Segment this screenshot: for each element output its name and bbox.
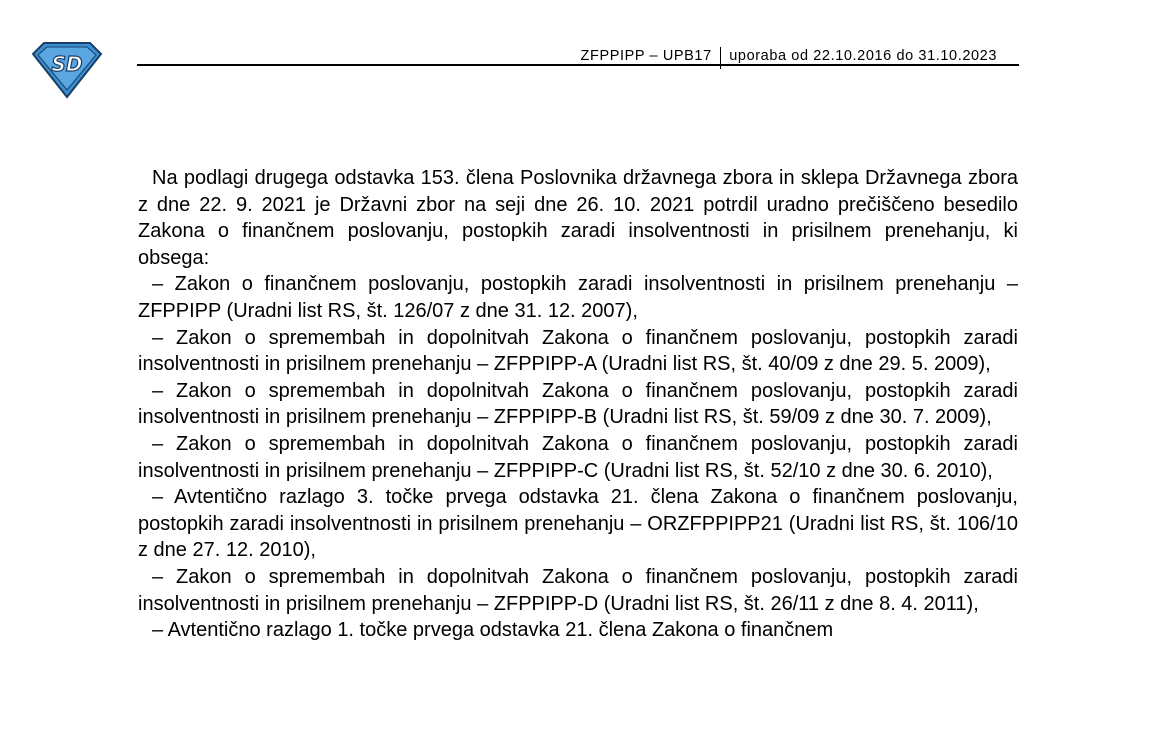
list-item: – Zakon o spremembah in dopolnitvah Zakona o finančnem poslovanju, postopkih zaradi insolventnosti in prisilnem prenehanju – ZFPPIPP-D (Uradni list RS, št. 26/11 z dne 8. 4. 2011),	[138, 565, 1018, 615]
list-item: – Zakon o finančnem poslovanju, postopkih zaradi insolventnosti in prisilnem prenehanju – ZFPPIPP (Uradni list RS, št. 126/07 z dne 31. 12. 2007),	[138, 273, 1018, 322]
diamond-logo-icon	[30, 40, 104, 100]
list-item: – Avtentično razlago 3. točke prvega odstavka 21. člena Zakona o finančnem poslovanju, postopkih zaradi insolventnosti in prisilnem prenehanju – ORZFPPIPP21 (Uradni list RS, št. 106/10 z dne 27. 12. 2010),	[138, 486, 1018, 562]
list-item: – Avtentično razlago 1. točke prvega odstavka 21. člena Zakona o finančnem	[152, 619, 834, 642]
validity-period: uporaba od 22.10.2016 do 31.10.2023	[729, 48, 997, 64]
header-separator	[720, 47, 722, 69]
list-item: – Zakon o spremembah in dopolnitvah Zakona o finančnem poslovanju, postopkih zaradi insolventnosti in prisilnem prenehanju – ZFPPIPP-B (Uradni list RS, št. 59/09 z dne 30. 7. 2009),	[138, 379, 1018, 429]
svg-text:SD: SD	[51, 52, 83, 76]
list-item: – Zakon o spremembah in dopolnitvah Zakona o finančnem poslovanju, postopkih zaradi insolventnosti in prisilnem prenehanju – ZFPPIPP-C (Uradni list RS, št. 52/10 z dne 30. 6. 2010),	[138, 432, 1018, 482]
law-code: ZFPPIPP – UPB17	[580, 48, 712, 64]
list-item: – Zakon o spremembah in dopolnitvah Zakona o finančnem poslovanju, postopkih zaradi insolventnosti in prisilnem prenehanju – ZFPPIPP-A (Uradni list RS, št. 40/09 z dne 29. 5. 2009),	[138, 326, 1018, 376]
document-body	[138, 165, 1018, 644]
header-rule	[137, 64, 1019, 66]
intro-paragraph: Na podlagi drugega odstavka 153. člena Poslovnika državnega zbora in sklepa Državnega zbora z dne 22. 9. 2021 je Državni zbor na seji dne 26. 10. 2021 potrdil uradno prečiščeno besedilo Zakona o finančnem poslovanju, postopkih zaradi insolventnosti in prisilnem prenehanju, ki obsega:	[138, 167, 1018, 269]
